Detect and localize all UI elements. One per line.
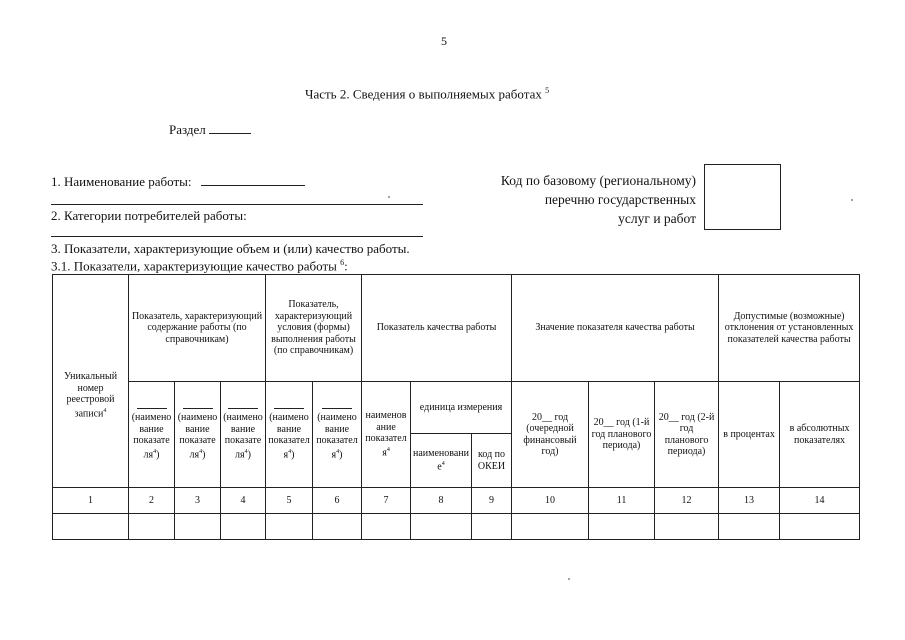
consumers-line [51,236,423,237]
empty-cell[interactable] [655,514,719,540]
col-number: 14 [780,488,860,514]
year-plan-1-header: 20__ год (1-й год планового периода) [589,382,655,488]
content-indicator-header: Показатель, характеризующий содержание работы (по справочникам) [129,275,266,382]
empty-cell[interactable] [411,514,472,540]
col-number: 2 [129,488,175,514]
conditions-indicator-col-1: (наименование показателя$^4$) [266,382,313,488]
year-current-header: 20__ год (очередной финансовый год) [512,382,589,488]
unit-of-measure-header: единица измерения [411,382,512,434]
empty-cell[interactable] [362,514,411,540]
deviation-percent-header: в процентах [719,382,780,488]
quality-heading: 3.1. Показатели, характеризующие качество работы $^6$: [51,258,348,274]
deviation-absolute-header: в абсолютных показателях [780,382,860,488]
title-footnote: 5 [545,86,550,95]
empty-cell[interactable] [221,514,266,540]
section-line [169,122,251,138]
scan-speck [568,578,570,580]
col-number: 1 [53,488,129,514]
conditions-indicator-col-2: (наименование показателя$^4$) [313,382,362,488]
registry-number-header: Уникальный номер реестровой записи$^4$ [53,275,129,488]
content-indicator-col-3: (наименование показателя$^4$) [221,382,266,488]
col-number: 3 [175,488,221,514]
okei-code-header: код по ОКЕИ [472,434,512,488]
scan-speck [851,199,853,201]
work-name-label: 1. Наименование работы: [51,174,192,189]
page-number: 5 [441,34,447,48]
empty-cell[interactable] [175,514,221,540]
col-number: 4 [221,488,266,514]
consumers-label: 2. Категории потребителей работы: [51,208,247,223]
conditions-indicator-header: Показатель, характеризующий условия (формы) выполнения работы (по справочникам) [266,275,362,382]
work-name-line [51,204,423,205]
section-label: Раздел [169,122,206,137]
empty-cell[interactable] [512,514,589,540]
section-blank[interactable] [209,123,251,134]
empty-cell[interactable] [780,514,860,540]
quality-indicator-name-header: наименование показателя$^4$ [362,382,411,488]
work-name-row [51,174,305,190]
year-plan-2-header: 20__ год (2-й год планового периода) [655,382,719,488]
work-name-blank[interactable] [201,175,305,186]
empty-cell[interactable] [589,514,655,540]
col-number: 7 [362,488,411,514]
quality-indicators-table [52,274,860,540]
table-row [53,514,860,540]
col-number: 10 [512,488,589,514]
unit-name-header: наименование$^4$ [411,434,472,488]
col-number: 5 [266,488,313,514]
quality-value-header: Значение показателя качества работы [512,275,719,382]
empty-cell[interactable] [472,514,512,540]
quality-indicator-header: Показатель качества работы [362,275,512,382]
col-number: 9 [472,488,512,514]
page-title: Часть 2. Сведения о выполняемых работах $^5$ [305,86,550,102]
empty-cell[interactable] [719,514,780,540]
service-code-box[interactable] [704,164,781,230]
content-indicator-col-1: (наименование показателя$^4$) [129,382,175,488]
scan-speck [388,196,390,198]
empty-cell[interactable] [313,514,362,540]
indicators-heading: 3. Показатели, характеризующие объем и (или) качество работы. [51,241,410,256]
col-number: 12 [655,488,719,514]
col-number: 13 [719,488,780,514]
column-number-row [53,488,860,514]
content-indicator-col-2: (наименование показателя$^4$) [175,382,221,488]
col-number: 8 [411,488,472,514]
empty-cell[interactable] [53,514,129,540]
col-number: 11 [589,488,655,514]
service-code-label: Код по базовому (региональному) перечню государственных услуг и работ [500,173,696,226]
col-number: 6 [313,488,362,514]
allowed-deviations-header: Допустимые (возможные) отклонения от установленных показателей качества работы [719,275,860,382]
empty-cell[interactable] [129,514,175,540]
empty-cell[interactable] [266,514,313,540]
